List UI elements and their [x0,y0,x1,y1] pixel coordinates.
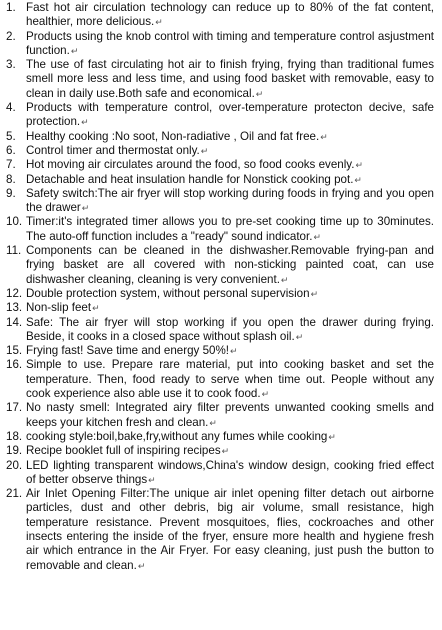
list-item [0,430,442,444]
paragraph-mark-icon: ↵ [70,45,79,56]
list-item [0,187,442,216]
list-item [0,30,442,59]
item-text: Detachable and heat insulation handle for Nonstick cooking pot. [26,172,354,186]
item-text: cooking style:boil,bake,fry,without any fumes while cooking [26,429,328,443]
list-item [0,144,442,158]
item-text: Hot moving air circulates around the food, so food cooks evenly. [26,158,355,172]
list-item [0,215,442,244]
item-text: Control timer and thermostat only. [26,143,200,157]
item-number: 2. [6,29,16,43]
list-item [0,487,442,573]
list-item [0,158,442,172]
list-item [0,130,442,144]
paragraph-mark-icon: ↵ [255,88,264,99]
paragraph-mark-icon: ↵ [328,431,336,442]
item-text: The use of fast circulating hot air to finish frying, frying than traditional fumes smell more less and less time, and using food basket with removable, easy to clean in daily use.Both safe and economical. [26,58,434,100]
item-number: 8. [6,172,16,186]
paragraph-mark-icon: ↵ [261,389,270,400]
list-item [0,58,442,101]
paragraph-mark-icon: ↵ [354,174,362,185]
item-number: 21. [6,487,23,501]
paragraph-mark-icon: ↵ [295,331,304,342]
item-number: 18. [6,429,23,443]
list-item [0,173,442,187]
item-text: Products using the knob control with timing and temperature control asjustment function. [26,29,434,57]
item-text: Healthy cooking :No soot, Non-radiative , Oil and fat free. [26,129,320,143]
item-number: 11. [6,244,22,258]
item-number: 17. [6,401,23,415]
list-item [0,358,442,401]
paragraph-mark-icon: ↵ [81,117,89,128]
item-number: 1. [6,1,16,14]
paragraph-mark-icon: ↵ [148,474,156,485]
paragraph-mark-icon: ↵ [200,145,209,156]
list-item [0,287,442,301]
list-item [0,1,442,30]
list-item [0,244,442,287]
paragraph-mark-icon: ↵ [209,417,217,428]
item-text: Double protection system, without personal supervision [26,286,310,300]
item-text: Air Inlet Opening Filter:The unique air inlet opening filter detach out airborne particles, dust and other debris, big air volume, small resistance, high temperature resistance. Prevent mosquitoes, flies, cockroaches and other insects entering the inside of the fryer, ensure more health and hygiene fresh air which entrance in the Air Fryer. For easy cleaning, just push the button to removable and clean. [26,487,434,572]
item-text: Fast hot air circulation technology can reduce up to 80% of the fat content, healthier, more delicious. [26,1,434,29]
item-text: LED lighting transparent windows,China's window design, cooking fried effect of better observe things [26,458,434,486]
item-text: Components can be cleaned in the dishwasher.Removable frying-pan and frying basket are all covered with non-sticking painted coat, can use dishwasher cleaning, cleaning is very convenient. [26,244,434,286]
item-number: 19. [6,444,23,458]
item-number: 9. [6,186,16,200]
item-number: 12. [6,286,23,300]
item-text: No nasty smell: Integrated airy filter prevents unwanted cooking smells and keeps your kitchen fresh and clean. [26,401,434,429]
list-item [0,101,442,130]
list-item [0,344,442,358]
paragraph-mark-icon: ↵ [320,131,328,142]
item-text: Products with temperature control, over-temperature protecton decive, safe protection. [26,101,434,129]
paragraph-mark-icon: ↵ [280,274,289,285]
item-text: Safety switch:The air fryer will stop working during foods in frying and you open the drawer [26,186,434,215]
list-item [0,301,442,315]
list-item [0,401,442,430]
item-text: Recipe booklet full of inspiring recipes [26,444,221,458]
paragraph-mark-icon: ↵ [155,17,163,28]
item-text: Non-slip feet [26,301,92,315]
item-number: 4. [6,101,16,115]
paragraph-mark-icon: ↵ [92,303,100,314]
paragraph-mark-icon: ↵ [313,231,321,242]
item-number: 7. [6,158,16,172]
item-number: 15. [6,344,23,358]
paragraph-mark-icon: ↵ [81,203,90,214]
item-number: 14. [6,315,23,329]
item-number: 10. [6,215,23,229]
item-text: Simple to use. Prepare rare material, put into cooking basket and set the temperature. Then, food ready to serve when time out. People without any cook experience also able use it to cook food. [26,358,434,401]
paragraph-mark-icon: ↵ [310,288,319,299]
list-item [0,459,442,488]
item-text: Frying fast! Save time and energy 50%! [26,344,229,358]
item-number: 16. [6,358,23,372]
paragraph-mark-icon: ↵ [221,446,230,457]
item-number: 5. [6,129,16,143]
item-number: 6. [6,143,16,157]
list-item [0,444,442,458]
item-text: Safe: The air fryer will stop working if you open the drawer during frying. Beside, it cooks in a closed space without splash oil. [26,315,434,343]
item-number: 20. [6,458,23,472]
item-number: 3. [6,58,16,72]
item-number: 13. [6,301,23,315]
paragraph-mark-icon: ↵ [355,160,363,171]
paragraph-mark-icon: ↵ [230,346,238,357]
paragraph-mark-icon: ↵ [137,560,146,571]
list-item [0,316,442,345]
item-text: Timer:it's integrated timer allows you to pre-set cooking time up to 30minutes. The auto-off function includes a "ready" sound indicator. [26,215,434,243]
